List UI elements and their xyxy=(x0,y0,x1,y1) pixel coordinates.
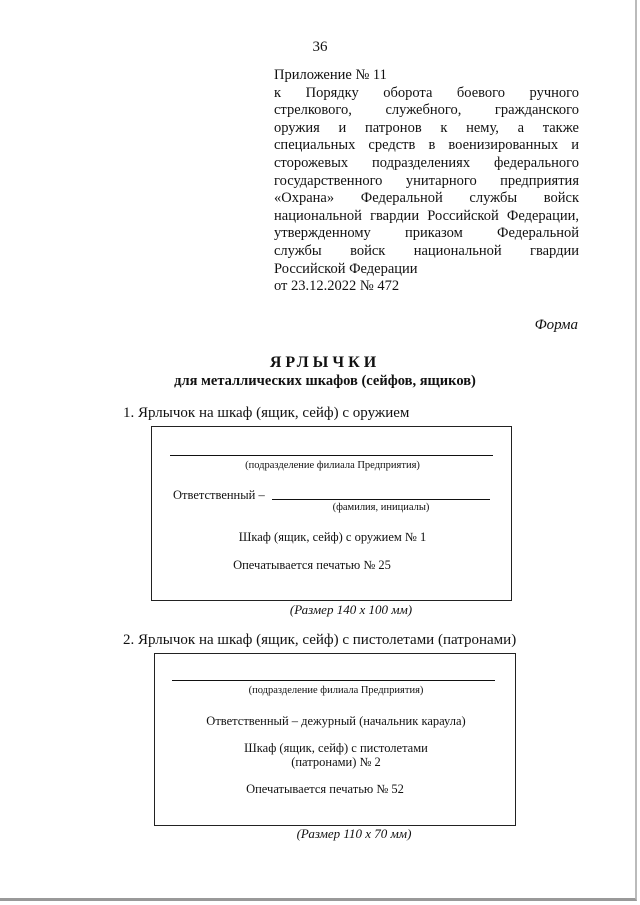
division-hint: (подразделение филиала Предприятия) xyxy=(245,460,420,471)
appendix-line: Российской Федерации xyxy=(274,260,418,277)
appendix-line: оружия и патронов к нему, а также xyxy=(274,119,579,136)
responsible-line xyxy=(272,499,490,500)
seal-text: Опечатывается печатью № 52 xyxy=(246,782,404,796)
label1-size: (Размер 140 х 100 мм) xyxy=(289,602,413,617)
cabinet-text: Шкаф (ящик, сейф) с оружием № 1 xyxy=(238,530,427,544)
responsible-label: Ответственный – xyxy=(173,488,265,502)
cabinet-text-line2: (патронами) № 2 xyxy=(291,755,381,769)
label2-heading: 2. Ярлычок на шкаф (ящик, сейф) с пистолетами (патронами) xyxy=(123,632,517,648)
name-hint: (фамилия, инициалы) xyxy=(332,502,430,513)
page-number: 36 xyxy=(312,39,328,55)
form-label: Форма xyxy=(534,317,578,333)
cabinet-text-line1: Шкаф (ящик, сейф) с пистолетами xyxy=(244,741,428,755)
document-subtitle: для металлических шкафов (сейфов, ящиков) xyxy=(174,373,476,389)
appendix-line: стрелкового, служебного, гражданского xyxy=(274,102,579,119)
appendix-line: к Порядку оборота боевого ручного xyxy=(274,84,579,101)
appendix-line: от 23.12.2022 № 472 xyxy=(274,278,400,295)
appendix-line: государственного унитарного предприятия xyxy=(274,172,579,189)
appendix-line: утвержденному приказом Федеральной xyxy=(274,225,579,242)
label1-heading: 1. Ярлычок на шкаф (ящик, сейф) с оружием xyxy=(123,405,410,421)
division-hint: (подразделение филиала Предприятия) xyxy=(248,685,424,696)
label1-box xyxy=(151,426,512,601)
appendix-line: национальной гвардии Российской Федерации, xyxy=(274,207,579,224)
document-title: ЯРЛЫЧКИ xyxy=(269,354,381,371)
responsible-text: Ответственный – дежурный (начальник караула) xyxy=(206,714,466,728)
division-line xyxy=(170,455,493,456)
seal-text: Опечатывается печатью № 25 xyxy=(233,558,391,572)
label2-box xyxy=(154,653,516,826)
appendix-line: специальных средств в военизированных и xyxy=(274,137,579,154)
appendix-line: сторожевых подразделениях федерального xyxy=(274,154,579,171)
division-line xyxy=(172,680,495,681)
label2-size: (Размер 110 х 70 мм) xyxy=(296,826,412,841)
appendix-line: службы войск национальной гвардии xyxy=(274,242,579,259)
appendix-block xyxy=(274,67,579,296)
appendix-line: «Охрана» Федеральной службы войск xyxy=(274,190,579,207)
appendix-line: Приложение № 11 xyxy=(274,67,387,83)
